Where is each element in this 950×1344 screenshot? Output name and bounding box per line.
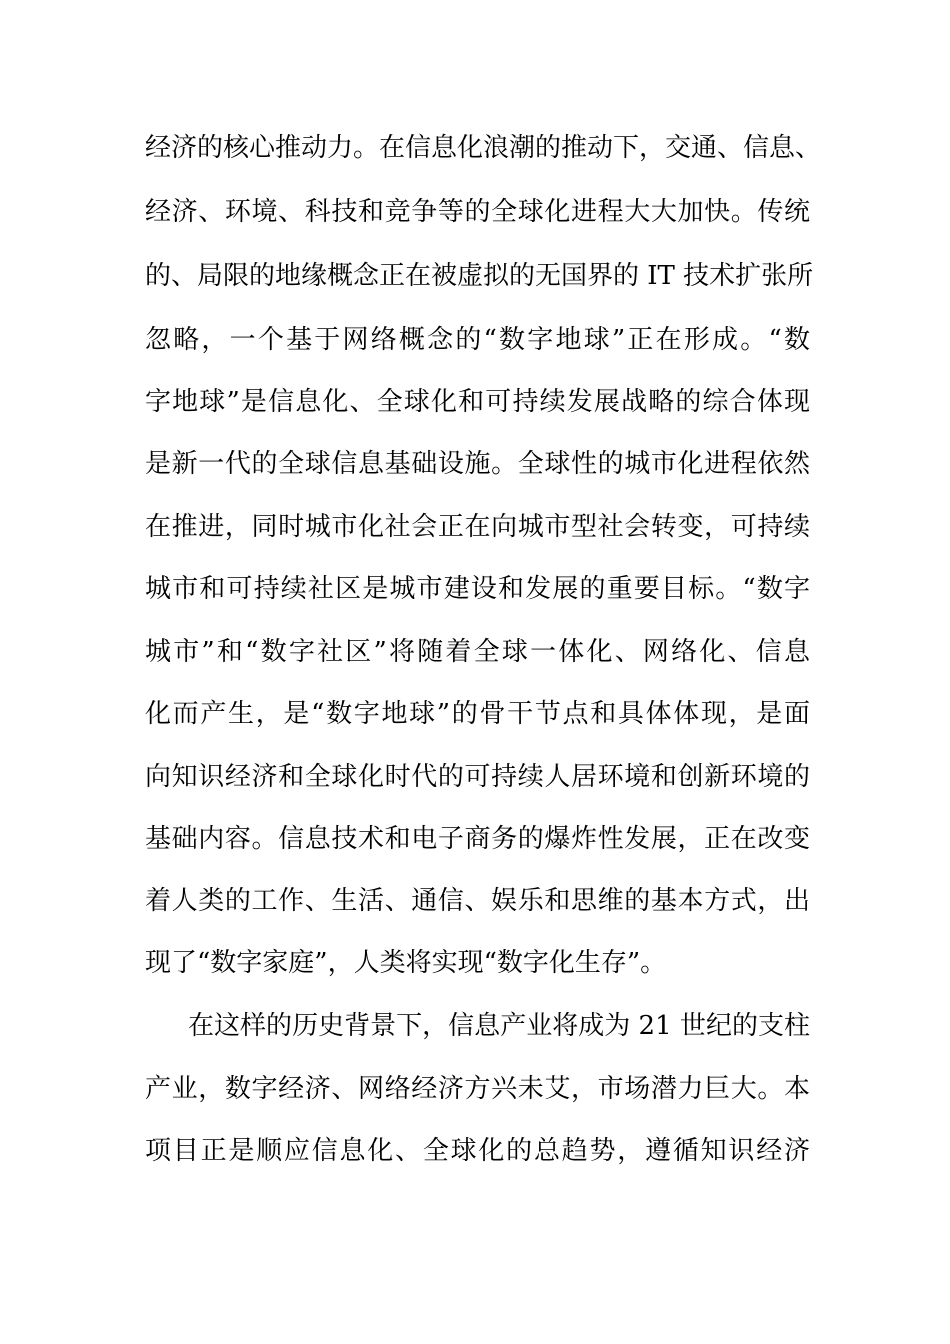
paragraph-1-line-1: 经济的核心推动力。在信息化浪潮的推动下，交通、信息、 <box>145 133 822 163</box>
paragraph-1-line-10: 化而产生，是“数字地球”的骨干节点和具体体现，是面 <box>145 699 810 729</box>
paragraph-2-line-2: 产业，数字经济、网络经济方兴未艾，市场潜力巨大。本 <box>145 1074 810 1104</box>
paragraph-1-line-5: 字地球”是信息化、全球化和可持续发展战略的综合体现 <box>145 387 810 417</box>
paragraph-1-line-3: 的、局限的地缘概念正在被虚拟的无国界的 IT 技术扩张所 <box>145 261 814 291</box>
paragraph-1-line-12: 基础内容。信息技术和电子商务的爆炸性发展，正在改变 <box>145 824 810 854</box>
paragraph-2-line-1: 在这样的历史背景下，信息产业将成为 21 世纪的支柱 <box>188 1011 810 1041</box>
paragraph-1-line-8: 城市和可持续社区是城市建设和发展的重要目标。“数字 <box>145 574 810 604</box>
paragraph-1-line-7: 在推进，同时城市化社会正在向城市型社会转变，可持续 <box>145 512 810 542</box>
paragraph-1-line-13: 着人类的工作、生活、通信、娱乐和思维的基本方式，出 <box>145 886 810 916</box>
paragraph-1-line-9: 城市”和“数字社区”将随着全球一体化、网络化、信息 <box>145 637 810 667</box>
paragraph-1-line-11: 向知识经济和全球化时代的可持续人居环境和创新环境的 <box>145 762 810 792</box>
paragraph-2-line-3: 项目正是顺应信息化、全球化的总趋势，遵循知识经济 <box>145 1136 810 1166</box>
paragraph-1-line-6: 是新一代的全球信息基础设施。全球性的城市化进程依然 <box>145 449 810 479</box>
paragraph-1-line-4: 忽略，一个基于网络概念的“数字地球”正在形成。“数 <box>145 325 810 355</box>
paragraph-1-line-2: 经济、环境、科技和竞争等的全球化进程大大加快。传统 <box>145 197 810 227</box>
paragraph-1-line-14: 现了“数字家庭”，人类将实现“数字化生存”。 <box>145 948 667 978</box>
